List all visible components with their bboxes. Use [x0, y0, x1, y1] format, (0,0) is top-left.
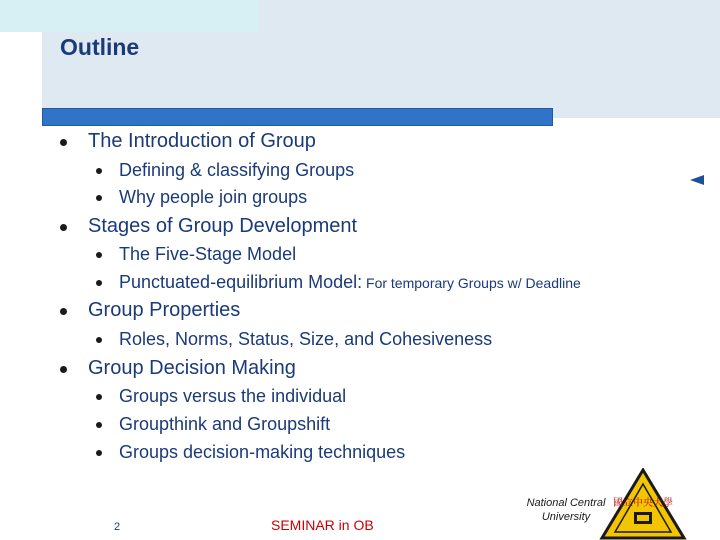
list-item-text: [119, 272, 581, 293]
list-item-text: Groupthink and Groupshift: [119, 414, 331, 434]
section-label: Stages of Group Development: [88, 215, 358, 237]
bullet-icon: [96, 280, 102, 286]
list-item-text: Why people join groups: [119, 187, 308, 207]
footer-course-title: SEMINAR in OB: [271, 517, 374, 533]
bullet-icon: [96, 422, 102, 428]
title-underline-bar: [42, 108, 553, 126]
top-accent-block: [0, 0, 258, 32]
list-item-text: The Five-Stage Model: [119, 244, 297, 264]
bullet-icon: [96, 252, 102, 258]
list-item-text: Defining & classifying Groups: [119, 160, 355, 180]
bullet-icon: [60, 139, 67, 146]
bullet-icon: [96, 450, 102, 456]
bullet-icon: [60, 308, 67, 315]
section-label: Group Properties: [88, 299, 241, 321]
section-label: Group Decision Making: [88, 357, 296, 379]
list-item-text: Groups decision-making techniques: [119, 442, 406, 462]
right-edge-marker: [690, 175, 704, 185]
bullet-icon: [96, 394, 102, 400]
page-number: 2: [114, 521, 121, 533]
list-item-note: For temporary Groups w/ Deadline: [362, 275, 581, 291]
university-line: National Central: [526, 497, 606, 509]
university-line: University: [541, 511, 591, 523]
logo-text: 國立中央大學: [613, 498, 673, 509]
slide-title: Outline: [60, 34, 140, 60]
bullet-icon: [96, 195, 102, 201]
bullet-icon: [60, 224, 67, 231]
bullet-icon: [96, 168, 102, 174]
list-item-text: Roles, Norms, Status, Size, and Cohesiveness: [119, 329, 493, 349]
list-item-main: Punctuated-equilibrium Model:: [119, 272, 363, 292]
left-margin-strip: [0, 0, 42, 540]
bullet-icon: [96, 337, 102, 343]
list-item-text: Groups versus the individual: [119, 386, 347, 406]
bullet-icon: [60, 366, 67, 373]
section-label: The Introduction of Group: [88, 130, 316, 152]
university-logo: [598, 468, 688, 540]
